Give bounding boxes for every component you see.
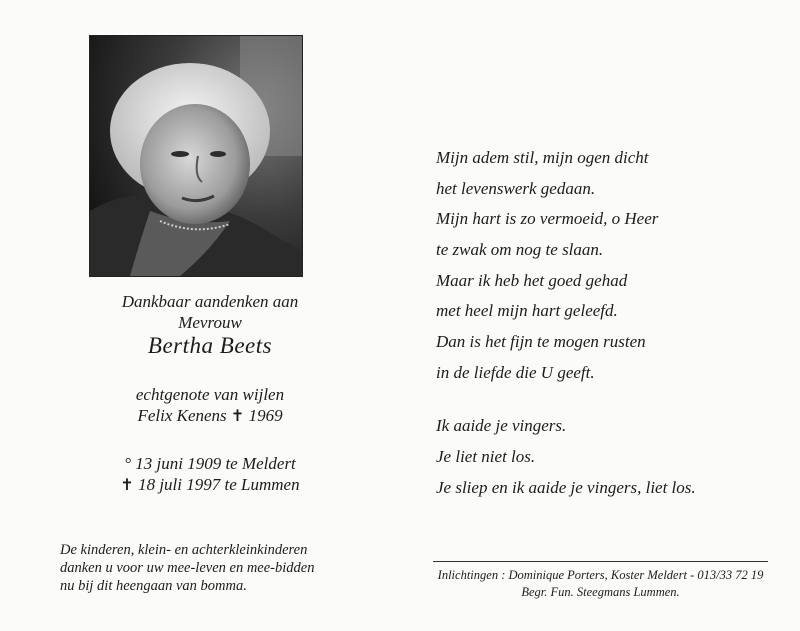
- death-date: 18 juli 1997 te Lummen: [138, 475, 300, 494]
- undertaker-info: Begr. Fun. Steegmans Lummen.: [521, 585, 680, 599]
- family-line: danken u voor uw mee-leven en mee-bidden: [60, 560, 315, 576]
- spouse-line: [60, 406, 360, 426]
- spouse-death-year: 1969: [248, 406, 283, 425]
- poem-stanza-1: [436, 143, 776, 389]
- death-line: [60, 475, 360, 495]
- poem-line: Je liet niet los.: [436, 447, 536, 466]
- family-line: nu bij dit heengaan van bomma.: [60, 578, 247, 594]
- poem-line: Ik aaide je vingers.: [436, 416, 567, 435]
- cross-icon: ✝: [230, 406, 245, 425]
- footer-divider: [433, 561, 768, 562]
- poem-stanza-2: [436, 410, 696, 503]
- poem-line: het levenswerk gedaan.: [436, 178, 596, 198]
- cross-icon: ✝: [120, 475, 134, 494]
- poem-line: Maar ik heb het goed gehad: [436, 270, 628, 290]
- portrait-photo: [89, 35, 303, 277]
- deceased-name: Bertha Beets: [147, 333, 273, 358]
- family-line: De kinderen, klein- en achterkleinkinderen: [60, 542, 308, 558]
- poem-line: met heel mijn hart geleefd.: [436, 301, 618, 321]
- remembrance-intro: Dankbaar aandenken aan: [121, 292, 299, 311]
- poem-line: in de liefde die U geeft.: [436, 362, 595, 382]
- birth-line: ° 13 juni 1909 te Meldert: [124, 454, 296, 473]
- honorific: Mevrouw: [178, 313, 242, 332]
- poem-line: Dan is het fijn te mogen rusten: [436, 332, 646, 352]
- contact-info: Inlichtingen : Dominique Porters, Koster Meldert - 013/33 72 19: [437, 568, 764, 582]
- poem-line: Je sliep en ik aaide je vingers, liet los.: [436, 478, 696, 497]
- spouse-intro: echtgenote van wijlen: [135, 385, 285, 404]
- poem-line: Mijn hart is zo vermoeid, o Heer: [436, 209, 659, 229]
- portrait-image: [90, 36, 302, 276]
- spouse-name: Felix Kenens: [137, 406, 227, 425]
- poem-line: te zwak om nog te slaan.: [436, 240, 604, 260]
- poem-line: Mijn adem stil, mijn ogen dicht: [436, 148, 649, 167]
- family-message: [60, 541, 380, 595]
